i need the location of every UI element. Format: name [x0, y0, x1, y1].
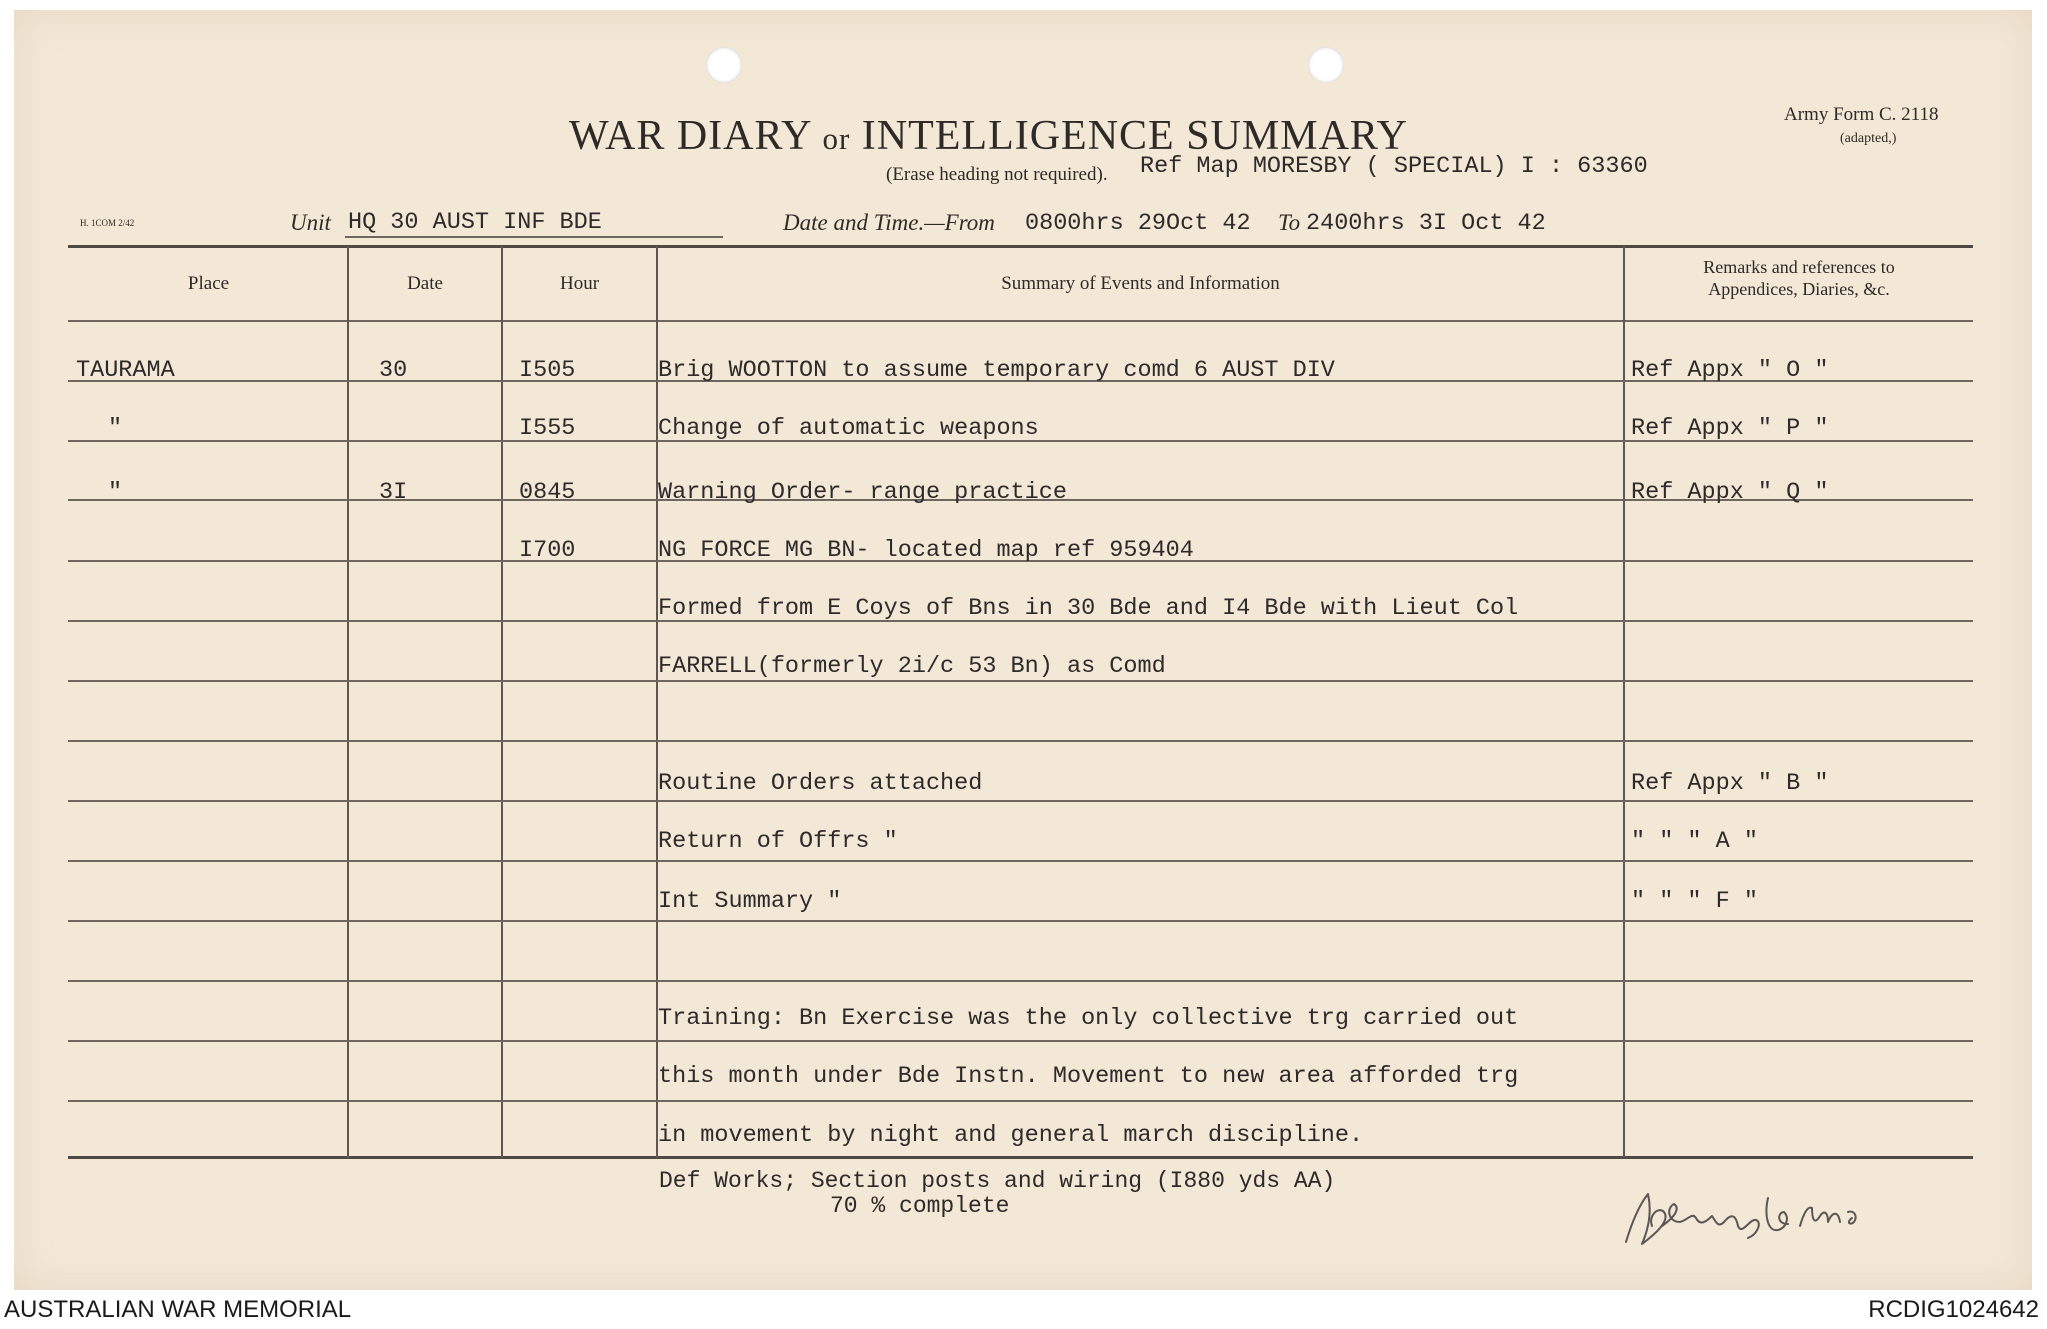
cell-place: " — [108, 479, 123, 506]
cell-summary: Warning Order- range practice — [658, 479, 1067, 506]
col-header-hour: Hour — [559, 273, 600, 294]
cell-summary: Return of Offrs " — [658, 828, 898, 855]
row-rule — [68, 860, 1973, 862]
cell-remarks: Ref Appx " Q " — [1631, 479, 1829, 506]
cell-place: TAURAMA — [76, 357, 175, 384]
signature — [1618, 1182, 1878, 1258]
erase-note: (Erase heading not required). — [886, 164, 1108, 185]
row-rule — [68, 980, 1973, 982]
row-rule — [68, 740, 1973, 742]
def-works-complete: 70 % complete — [830, 1193, 1010, 1219]
cell-date: 30 — [379, 357, 408, 384]
date-time-label: Date and Time.—From — [783, 210, 995, 235]
cell-summary: NG FORCE MG BN- located map ref 959404 — [658, 537, 1194, 564]
cell-summary: Change of automatic weapons — [658, 415, 1039, 442]
cell-remarks: " " " F " — [1631, 888, 1758, 915]
cell-summary: Training: Bn Exercise was the only collective trg carried out — [658, 1005, 1519, 1032]
row-rule — [68, 1040, 1973, 1042]
col-header-remarks-1: Remarks and references to — [1703, 257, 1895, 277]
title-or: or — [822, 121, 851, 156]
cell-summary: this month under Bde Instn. Movement to new area afforded trg — [658, 1063, 1519, 1090]
cell-date: 3I — [379, 479, 408, 506]
unit-value: HQ 30 AUST INF BDE — [348, 209, 602, 236]
to-label: To — [1278, 210, 1301, 235]
cell-summary: in movement by night and general march discipline. — [658, 1122, 1364, 1149]
title-intelligence-summary: INTELLIGENCE SUMMARY — [861, 113, 1408, 159]
cell-summary: Int Summary " — [658, 888, 842, 915]
table-bottom-border — [68, 1156, 1973, 1159]
cell-summary: Formed from E Coys of Bns in 30 Bde and I4 Bde with Lieut Col — [658, 595, 1519, 622]
col-header-place: Place — [187, 273, 230, 294]
cell-hour: 0845 — [519, 479, 576, 506]
col-header-remarks-2: Appendices, Diaries, &c. — [1708, 279, 1890, 299]
cell-remarks: Ref Appx " P " — [1631, 415, 1829, 442]
from-value: 0800hrs 29Oct 42 — [1025, 210, 1251, 237]
col-divider-summary — [1623, 246, 1625, 1158]
punch-hole — [1308, 47, 1344, 83]
cell-hour: I700 — [519, 537, 576, 564]
cell-summary: FARRELL(formerly 2i/c 53 Bn) as Comd — [658, 653, 1166, 680]
diary-page — [14, 10, 2032, 1290]
cell-hour: I555 — [519, 415, 576, 442]
col-header-date: Date — [407, 273, 443, 294]
row-rule — [68, 920, 1973, 922]
unit-label: Unit — [290, 210, 331, 235]
punch-hole — [706, 47, 742, 83]
cell-remarks: " " " A " — [1631, 828, 1758, 855]
cell-remarks: Ref Appx " O " — [1631, 357, 1829, 384]
col-divider-place — [347, 246, 349, 1158]
footer-record-id: RCDIG1024642 — [1868, 1296, 2039, 1323]
footer-archive-name: AUSTRALIAN WAR MEMORIAL — [4, 1296, 352, 1323]
row-rule — [68, 800, 1973, 802]
adapted-label: (adapted,) — [1840, 131, 1897, 146]
title-war-diary: WAR DIARY — [569, 113, 811, 159]
form-code: H. 1COM 2/42 — [80, 218, 135, 228]
col-divider-date — [501, 246, 503, 1158]
row-rule — [68, 680, 1973, 682]
cell-place: " — [108, 415, 123, 442]
unit-underline — [345, 236, 723, 238]
to-value: 2400hrs 3I Oct 42 — [1306, 210, 1546, 237]
cell-hour: I505 — [519, 357, 576, 384]
header-divider — [68, 320, 1973, 322]
cell-summary: Routine Orders attached — [658, 770, 983, 797]
row-rule — [68, 1100, 1973, 1102]
cell-remarks: Ref Appx " B " — [1631, 770, 1829, 797]
col-header-summary: Summary of Events and Information — [1001, 273, 1280, 294]
cell-summary: Brig WOOTTON to assume temporary comd 6 AUST DIV — [658, 357, 1335, 384]
army-form-label: Army Form C. 2118 — [1784, 104, 1939, 125]
table-top-border — [68, 245, 1973, 248]
def-works-line: Def Works; Section posts and wiring (I880 yds AA) — [659, 1168, 1336, 1194]
ref-map: Ref Map MORESBY ( SPECIAL) I : 63360 — [1140, 153, 1648, 180]
